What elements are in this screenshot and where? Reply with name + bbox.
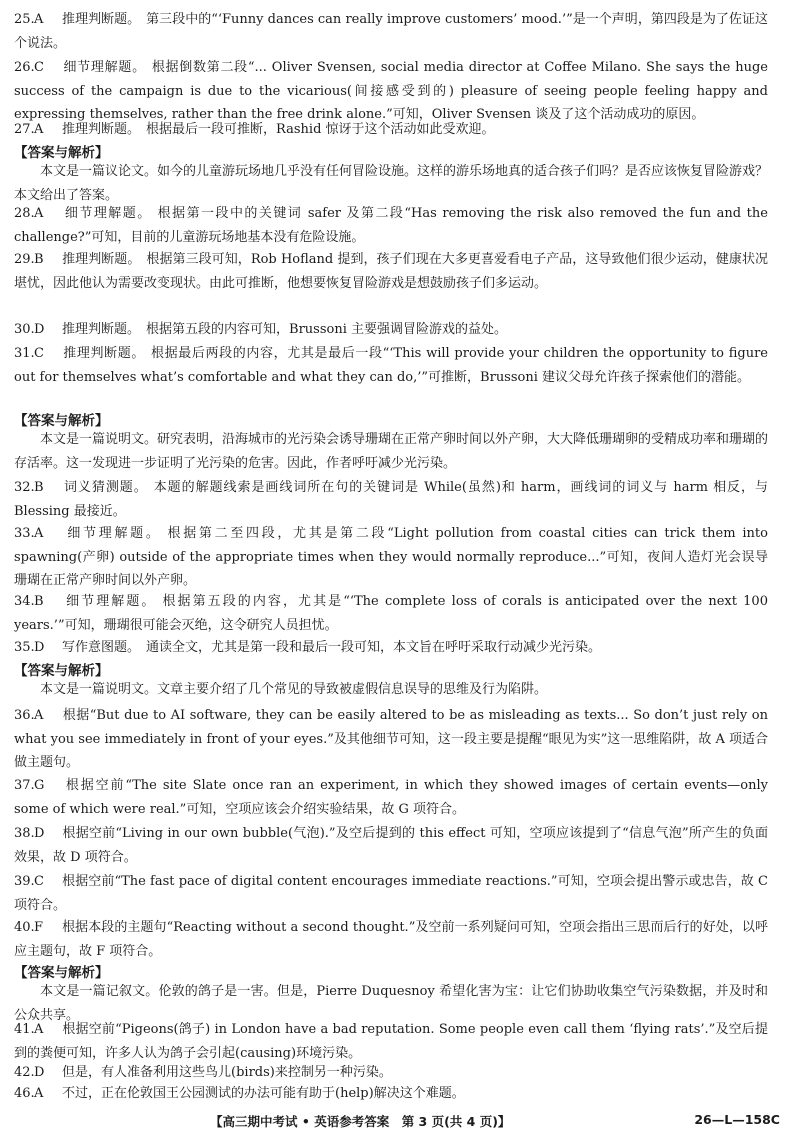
section-header: 【答案与解析】 [14, 413, 109, 429]
item-number: 46. [14, 1086, 35, 1101]
answer-item-36 [14, 704, 768, 775]
section-intro: 本文是一篇议论文。如今的儿童游玩场地几乎没有任何冒险设施。这样的游乐场地真的适合孩子们吗？是否应该恢复冒险游戏？本文给出了答案。 [14, 164, 769, 203]
item-explanation: 不过，正在伦敦国王公园测试的办法可能有助于(help)解决这个难题。 [62, 1086, 465, 1101]
item-number: 38. [14, 826, 35, 841]
answer-item-35 [14, 636, 768, 660]
item-answer: G [34, 778, 45, 793]
answer-item-25 [14, 8, 768, 55]
item-answer: C [34, 346, 44, 361]
footer-title: 【高三期中考试 • 英语参考答案 第 3 页(共 4 页)】 [210, 1114, 511, 1129]
item-number: 33. [14, 526, 35, 541]
item-explanation: 根据“But due to AI software, they can be easily altered to be as misleading as texts... So don’t just rely on what you see immediately in front of your eyes.”及其他细节可知，这一段主要是提醒“眼见为实”这一思维陷阱，故 A 项适合做主题句。 [14, 708, 768, 770]
item-answer: A [34, 206, 44, 221]
item-number: 26. [14, 60, 35, 75]
item-type: 词义猜测题。 [63, 480, 148, 495]
item-explanation: 根据第一段中的关键词 safer 及第二段“Has removing the risk also removed the fun and the challenge?”可知，目前的儿童游玩场地基本没有危险设施。 [14, 206, 768, 245]
item-type: 推理判断题。 [62, 322, 141, 337]
answer-item-28 [14, 202, 768, 249]
item-number: 40. [14, 920, 35, 935]
answer-item-33 [14, 522, 768, 593]
answer-item-41 [14, 1018, 768, 1065]
item-answer: A [34, 1022, 44, 1037]
item-answer: C [34, 60, 44, 75]
item-number: 30. [14, 322, 35, 337]
section-intro: 本文是一篇记叙文。伦敦的鸽子是一害。但是，Pierre Duquesnoy 希望化害为宝：让它们协助收集空气污染数据，并及时和公众共享。 [14, 984, 768, 1023]
item-answer: A [34, 526, 44, 541]
answer-item-46 [14, 1082, 768, 1105]
item-answer: A [34, 122, 44, 137]
item-number: 32. [14, 480, 35, 495]
item-type: 推理判断题。 [62, 12, 141, 27]
item-explanation: 根据第二至四段，尤其是第二段“Light pollution from coastal cities can trick them into spawning(产卵) outside of the appropriate times when they would normally reproduce...”可知，夜间人造灯光会误导珊瑚在正常产卵时间以外产卵。 [14, 526, 768, 588]
item-number: 25. [14, 12, 35, 27]
item-answer: D [34, 1065, 45, 1080]
section-header: 【答案与解析】 [14, 145, 109, 161]
item-number: 41. [14, 1022, 35, 1037]
answer-item-34 [14, 590, 768, 637]
item-explanation: 根据最后一段可推断，Rashid 惊讶于这个活动如此受欢迎。 [146, 122, 495, 137]
item-answer: A [34, 12, 44, 27]
item-number: 35. [14, 640, 35, 655]
item-explanation: 根据第三段可知，Rob Hofland 提到，孩子们现在大多更喜爱看电子产品，这导致他们很少运动，健康状况堪忧，因此他认为需要改变现状。由此可推断，他想要恢复冒险游戏是想鼓励孩子们多运动。 [14, 252, 768, 291]
item-type: 细节理解题。 [67, 526, 162, 541]
item-explanation: 本题的解题线索是画线词所在句的关键词是 While(虽然)和 harm，画线词的词义与 harm 相反，与 Blessing 最接近。 [14, 480, 768, 519]
item-number: 31. [14, 346, 35, 361]
answer-item-32 [14, 476, 768, 523]
answer-item-30 [14, 318, 768, 342]
item-number: 36. [14, 708, 35, 723]
footer-code: 26—L—158C [694, 1112, 780, 1127]
answer-item-38 [14, 822, 768, 869]
item-explanation: 通读全文，尤其是第一段和最后一段可知，本文旨在呼吁采取行动减少光污染。 [146, 640, 602, 655]
item-number: 39. [14, 874, 35, 889]
item-number: 37. [14, 778, 35, 793]
item-explanation: 根据第五段的内容可知，Brussoni 主要强调冒险游戏的益处。 [146, 322, 508, 337]
item-answer: B [34, 252, 44, 267]
item-answer: B [34, 594, 44, 609]
answer-item-37 [14, 774, 768, 821]
item-answer: F [34, 920, 44, 935]
item-type: 推理判断题。 [62, 252, 141, 267]
page-footer [0, 1110, 800, 1134]
item-number: 29. [14, 252, 35, 267]
item-answer: D [34, 640, 45, 655]
item-type: 推理判断题。 [63, 346, 146, 361]
item-explanation: 根据最后两段的内容，尤其是最后一段“‘This will provide your children the opportunity to figure out for themselves what’s comfortable and what they can do,’”可推断，Brussoni 建议父母允许孩子探索他们的潜能。 [14, 346, 768, 385]
item-type: 推理判断题。 [62, 122, 141, 137]
item-number: 34. [14, 594, 35, 609]
item-explanation: 第三段中的“‘Funny dances can really improve customers’ mood.’”是一个声明，第四段是为了佐证这个说法。 [14, 12, 768, 51]
item-answer: A [34, 1086, 44, 1101]
item-explanation: 根据第五段的内容，尤其是“‘The complete loss of corals is anticipated over the next 100 years.’”可知，珊瑚很可能会灭绝，这令研究人员担忧。 [14, 594, 768, 633]
item-explanation: 根据空前“The fast pace of digital content encourages immediate reactions.”可知，空项会提出警示或忠告，故 C 项符合。 [14, 874, 768, 913]
item-explanation: 但是，有人准备利用这些鸟儿(birds)来控制另一种污染。 [62, 1065, 392, 1080]
item-number: 27. [14, 122, 35, 137]
item-explanation: 根据倒数第二段“... Oliver Svensen, social media director at Coffee Milano. She says the huge success of the campaign is due to the vicarious(间接感受到的) pleasure of seeing people feeling happy and expressing themselves, rather than the free drink alone.”可知，Oliver Svensen 谈及了这个活动成功的原因。 [14, 60, 768, 122]
item-answer: A [34, 708, 44, 723]
answer-item-31 [14, 342, 768, 389]
answer-item-40 [14, 916, 768, 963]
item-number: 28. [14, 206, 35, 221]
section-intro: 本文是一篇说明文。文章主要介绍了几个常见的导致被虚假信息误导的思维及行为陷阱。 [40, 682, 548, 697]
answer-item-39 [14, 870, 768, 917]
item-explanation: 根据空前“The site Slate once ran an experiment, in which they showed images of certain events—only some of which were real.”可知，空项应该会介绍实验结果，故 G 项符合。 [14, 778, 768, 817]
item-number: 42. [14, 1065, 35, 1080]
section-intro: 本文是一篇说明文。研究表明，沿海城市的光污染会诱导珊瑚在正常产卵时间以外产卵，大大降低珊瑚卵的受精成功率和珊瑚的存活率。这一发现进一步证明了光污染的危害。因此，作者呼吁减少光污染。 [14, 432, 769, 471]
item-explanation: 根据空前“Living in our own bubble(气泡).”及空后提到的 this effect 可知，空项应该提到了“信息气泡”所产生的负面效果，故 D 项符合。 [14, 826, 768, 865]
section-header: 【答案与解析】 [14, 663, 109, 679]
item-type: 写作意图题。 [62, 640, 141, 655]
item-answer: C [34, 874, 44, 889]
item-answer: B [34, 480, 44, 495]
answer-item-27 [14, 118, 768, 142]
item-type: 细节理解题。 [63, 60, 146, 75]
section-header: 【答案与解析】 [14, 965, 109, 981]
item-type: 细节理解题。 [66, 594, 157, 609]
answer-item-26 [14, 56, 768, 127]
item-answer: D [34, 322, 45, 337]
answer-item-29 [14, 248, 768, 295]
item-answer: D [34, 826, 45, 841]
item-explanation: 根据本段的主题句“Reacting without a second thought.”及空前一系列疑问可知，空项会指出三思而后行的好处，以呼应主题句，故 F 项符合。 [14, 920, 768, 959]
item-explanation: 根据空前“Pigeons(鸽子) in London have a bad reputation. Some people even call them ‘flying rats’.”及空后提到的粪便可知，许多人认为鸽子会引起(causing)环境污染。 [14, 1022, 768, 1061]
item-type: 细节理解题。 [64, 206, 152, 221]
